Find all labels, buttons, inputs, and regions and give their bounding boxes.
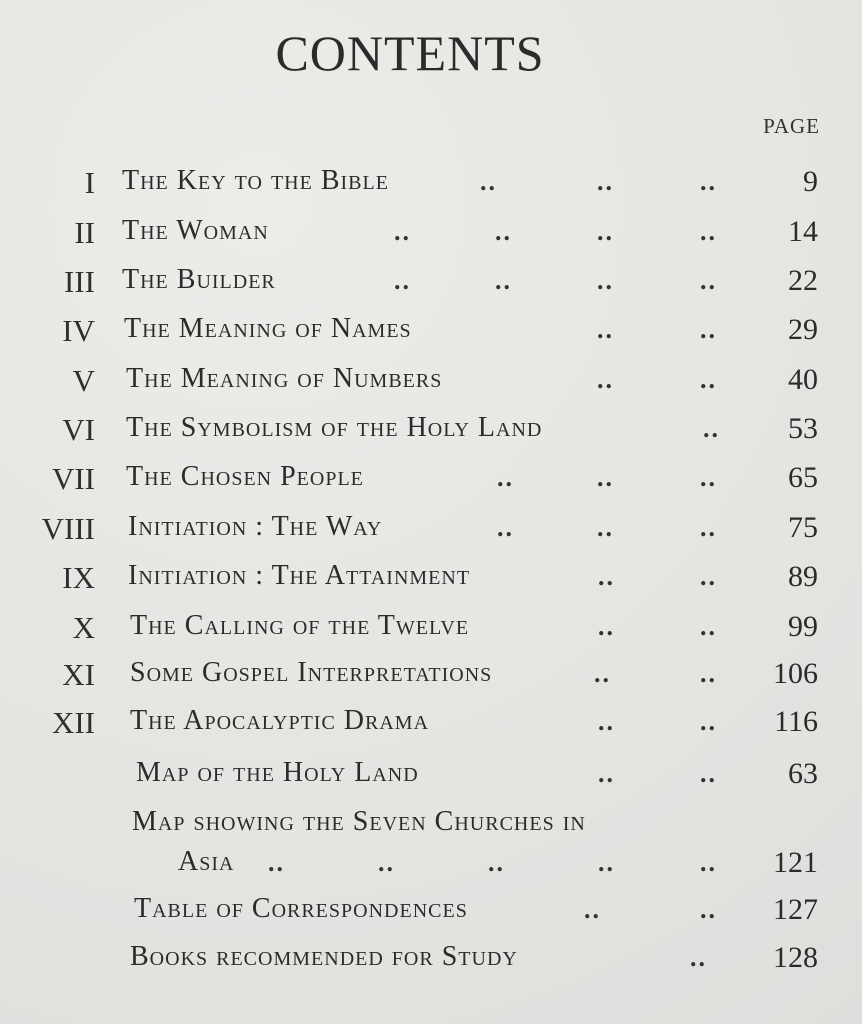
page-number: 40	[788, 363, 818, 396]
extra-title: Books recommended for Study	[130, 941, 518, 972]
page-number: 53	[788, 412, 818, 445]
dot-leader: ..	[497, 463, 514, 492]
toc-entry[interactable]	[0, 705, 862, 745]
chapter-number: V	[72, 363, 95, 398]
dot-leader: ..	[598, 707, 615, 736]
toc-entry[interactable]	[0, 610, 862, 650]
toc-entry[interactable]	[0, 461, 862, 501]
dot-leader: ..	[700, 659, 717, 688]
dot-leader: ..	[394, 217, 411, 246]
chapter-number: XII	[51, 705, 95, 740]
page-number: 63	[788, 757, 818, 790]
toc-entry[interactable]	[0, 363, 862, 403]
dot-leader: ..	[597, 217, 614, 246]
chapter-number: II	[74, 215, 95, 250]
dot-leader: ..	[597, 315, 614, 344]
dot-leader: ..	[703, 414, 720, 443]
dot-leader: ..	[495, 266, 512, 295]
dot-leader: ..	[597, 513, 614, 542]
chapter-title: Initiation : The Way	[128, 511, 383, 542]
page-number: 75	[788, 511, 818, 544]
page-number: 106	[773, 657, 818, 690]
chapter-number: X	[72, 610, 95, 645]
chapter-title: Initiation : The Attainment	[128, 560, 471, 591]
dot-leader: ..	[700, 848, 717, 877]
page-number: 65	[788, 461, 818, 494]
dot-leader: ..	[268, 848, 285, 877]
page-number: 29	[788, 313, 818, 346]
chapter-title: The Meaning of Numbers	[126, 363, 443, 394]
page-number: 89	[788, 560, 818, 593]
dot-leader: ..	[584, 895, 601, 924]
dot-leader: ..	[700, 612, 717, 641]
chapter-number: XI	[62, 657, 95, 692]
toc-entry[interactable]	[0, 264, 862, 304]
chapter-number: VII	[51, 461, 95, 496]
page-number: 22	[788, 264, 818, 297]
page-number: 9	[803, 165, 818, 198]
chapter-number: IX	[62, 560, 95, 595]
page-column-header: PAGE	[763, 114, 820, 138]
toc-entry[interactable]	[0, 165, 862, 205]
chapter-number: VIII	[41, 511, 95, 546]
page-number: 14	[788, 215, 818, 248]
page-number: 128	[773, 941, 818, 974]
dot-leader: ..	[700, 895, 717, 924]
extra-title: Table of Correspondences	[134, 893, 468, 924]
dot-leader: ..	[488, 848, 505, 877]
page-title: CONTENTS	[275, 25, 545, 81]
extra-title-continued: Asia	[178, 846, 235, 877]
dot-leader: ..	[480, 167, 497, 196]
page-number: 121	[773, 846, 818, 879]
toc-entry[interactable]	[0, 657, 862, 697]
dot-leader: ..	[597, 365, 614, 394]
chapter-number: VI	[62, 412, 95, 447]
page-number: 127	[773, 893, 818, 926]
chapter-number: IV	[62, 313, 95, 348]
dot-leader: ..	[598, 759, 615, 788]
dot-leader: ..	[594, 659, 611, 688]
dot-leader: ..	[690, 943, 707, 972]
chapter-title: The Key to the Bible	[122, 165, 389, 196]
toc-entry[interactable]	[0, 215, 862, 255]
dot-leader: ..	[598, 612, 615, 641]
dot-leader: ..	[700, 217, 717, 246]
dot-leader: ..	[700, 365, 717, 394]
chapter-title: The Calling of the Twelve	[130, 610, 470, 641]
dot-leader: ..	[394, 266, 411, 295]
page-number: 99	[788, 610, 818, 643]
dot-leader: ..	[597, 167, 614, 196]
dot-leader: ..	[700, 759, 717, 788]
page-number: 116	[774, 705, 818, 738]
chapter-title: The Builder	[122, 264, 276, 295]
toc-entry[interactable]	[0, 313, 862, 353]
dot-leader: ..	[597, 463, 614, 492]
dot-leader: ..	[700, 513, 717, 542]
dot-leader: ..	[495, 217, 512, 246]
toc-extra-entry[interactable]	[0, 757, 862, 797]
toc-extra-entry[interactable]	[0, 941, 862, 981]
dot-leader: ..	[497, 513, 514, 542]
chapter-number: I	[84, 165, 95, 200]
dot-leader: ..	[700, 562, 717, 591]
toc-entry[interactable]	[0, 560, 862, 600]
dot-leader: ..	[378, 848, 395, 877]
chapter-number: III	[64, 264, 95, 299]
dot-leader: ..	[597, 266, 614, 295]
toc-extra-entry-continued[interactable]	[0, 846, 862, 886]
chapter-title: The Apocalyptic Drama	[130, 705, 430, 736]
chapter-title: The Woman	[122, 215, 269, 246]
toc-extra-entry[interactable]	[0, 893, 862, 933]
dot-leader: ..	[700, 167, 717, 196]
extra-title: Map of the Holy Land	[136, 757, 419, 788]
chapter-title: The Symbolism of the Holy Land	[126, 412, 543, 443]
dot-leader: ..	[598, 848, 615, 877]
dot-leader: ..	[598, 562, 615, 591]
chapter-title: The Meaning of Names	[124, 313, 412, 344]
toc-extra-entry[interactable]	[0, 806, 862, 846]
dot-leader: ..	[700, 707, 717, 736]
chapter-title: The Chosen People	[126, 461, 364, 492]
dot-leader: ..	[700, 463, 717, 492]
extra-title: Map showing the Seven Churches in	[132, 806, 586, 837]
toc-entry[interactable]	[0, 412, 862, 452]
chapter-title: Some Gospel Interpretations	[130, 657, 493, 688]
toc-entry[interactable]	[0, 511, 862, 551]
dot-leader: ..	[700, 315, 717, 344]
dot-leader: ..	[700, 266, 717, 295]
